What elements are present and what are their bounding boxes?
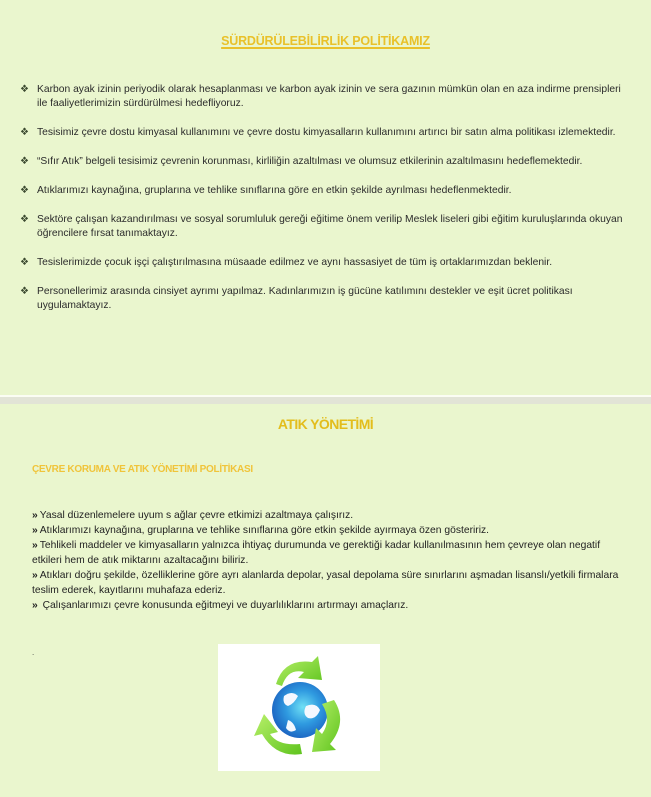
waste-policy-list: [32, 508, 622, 613]
list-item: [20, 83, 630, 111]
list-item-text: Sektöre çalışan kazandırılması ve sosyal sorumluluk gereği eğitime önem verilip Meslek liseleri gibi eğitim kuruluşlarında okuyan öğrencilere fırsat tanımaktayız.: [37, 214, 623, 239]
list-item: [20, 126, 630, 140]
diamond-bullet-icon: ❖: [20, 127, 29, 138]
list-item-text: Karbon ayak izinin periyodik olarak hesaplanması ve karbon ayak izinin ve sera gazının mümkün olan en aza indirme prensipleri ile faaliyetlerimizin sürdürülmesi hedefliyoruz.: [37, 84, 621, 109]
list-item: [20, 155, 630, 169]
chevron-bullet-icon: »: [32, 570, 38, 581]
list-item-text: Atıklarımızı kaynağına, gruplarına ve tehlike sınıflarına göre etkin şekilde ayırmaya özen gösteririz.: [39, 525, 490, 536]
list-item: [32, 508, 622, 523]
slide-waste-management: [0, 404, 651, 797]
recycle-globe-image: [218, 644, 380, 771]
list-item: [32, 523, 622, 538]
list-item: [20, 285, 630, 313]
diamond-bullet-icon: ❖: [20, 185, 29, 196]
diamond-bullet-icon: ❖: [20, 214, 29, 225]
list-item: [20, 184, 630, 198]
list-item: [20, 213, 630, 241]
sustainability-title: SÜRDÜRÜLEBİLİRLİK POLİTİKAMIZ: [221, 34, 430, 48]
stray-dot: .: [32, 648, 35, 657]
list-item: [32, 598, 622, 613]
chevron-bullet-icon: »: [32, 600, 38, 611]
slide-divider: [0, 397, 651, 404]
diamond-bullet-icon: ❖: [20, 286, 29, 297]
list-item: [20, 256, 630, 270]
sustainability-bullet-list: [20, 83, 630, 328]
list-item-text: Tesislerimizde çocuk işçi çalıştırılmasına müsaade edilmez ve aynı hassasiyet de tüm iş ortaklarımızdan beklenir.: [37, 257, 553, 268]
list-item-text: Tesisimiz çevre dostu kimyasal kullanımını ve çevre dostu kimyasalların kullanımını artırıcı bir satın alma politikası izlemektedir.: [37, 127, 616, 138]
waste-policy-subtitle: ÇEVRE KORUMA VE ATIK YÖNETİMİ POLİTİKASI: [32, 464, 253, 475]
slide-sustainability-policy: [0, 0, 651, 395]
waste-management-title: ATIK YÖNETİMİ: [277, 416, 374, 432]
chevron-bullet-icon: »: [32, 510, 38, 521]
list-item-text: Atıkları doğru şekilde, özelliklerine göre ayrı alanlarda depolar, yasal depolama süre sınırlarını aşmadan lisanslı/yetkili firmalara teslim ederek, kayıtlarını muhafaza ederiz.: [32, 570, 619, 596]
list-item-text: Atıklarımızı kaynağına, gruplarına ve tehlike sınıflarına göre en etkin şekilde ayrılması hedeflenmektedir.: [37, 185, 512, 196]
list-item-text: “Sıfır Atık” belgeli tesisimiz çevrenin korunması, kirliliğin azaltılması ve olumsuz etkilerinin azaltılmasını hedeflemektedir.: [37, 156, 583, 167]
list-item-text: Yasal düzenlemelere uyum s ağlar çevre etkimizi azaltmaya çalışırız.: [39, 510, 354, 521]
diamond-bullet-icon: ❖: [20, 156, 29, 167]
recycle-globe-icon: [218, 644, 380, 771]
chevron-bullet-icon: »: [32, 525, 38, 536]
list-item-text: Tehlikeli maddeler ve kimyasalların yalnızca ihtiyaç durumunda ve gerektiği kadar kullanılmasının hem çevreye olan negatif etkileri hem de atık miktarını azaltacağını biliriz.: [32, 540, 601, 566]
list-item: [32, 538, 622, 568]
list-item-text: Personellerimiz arasında cinsiyet ayrımı yapılmaz. Kadınlarımızın iş gücüne katılımını destekler ve eşit ücret politikası uygulamaktayız.: [37, 286, 573, 311]
list-item-text: Çalışanlarımızı çevre konusunda eğitmeyi ve duyarlılıklarını artırmayı amaçlarız.: [39, 600, 409, 611]
list-item: [32, 568, 622, 598]
diamond-bullet-icon: ❖: [20, 257, 29, 268]
diamond-bullet-icon: ❖: [20, 84, 29, 95]
chevron-bullet-icon: »: [32, 540, 38, 551]
